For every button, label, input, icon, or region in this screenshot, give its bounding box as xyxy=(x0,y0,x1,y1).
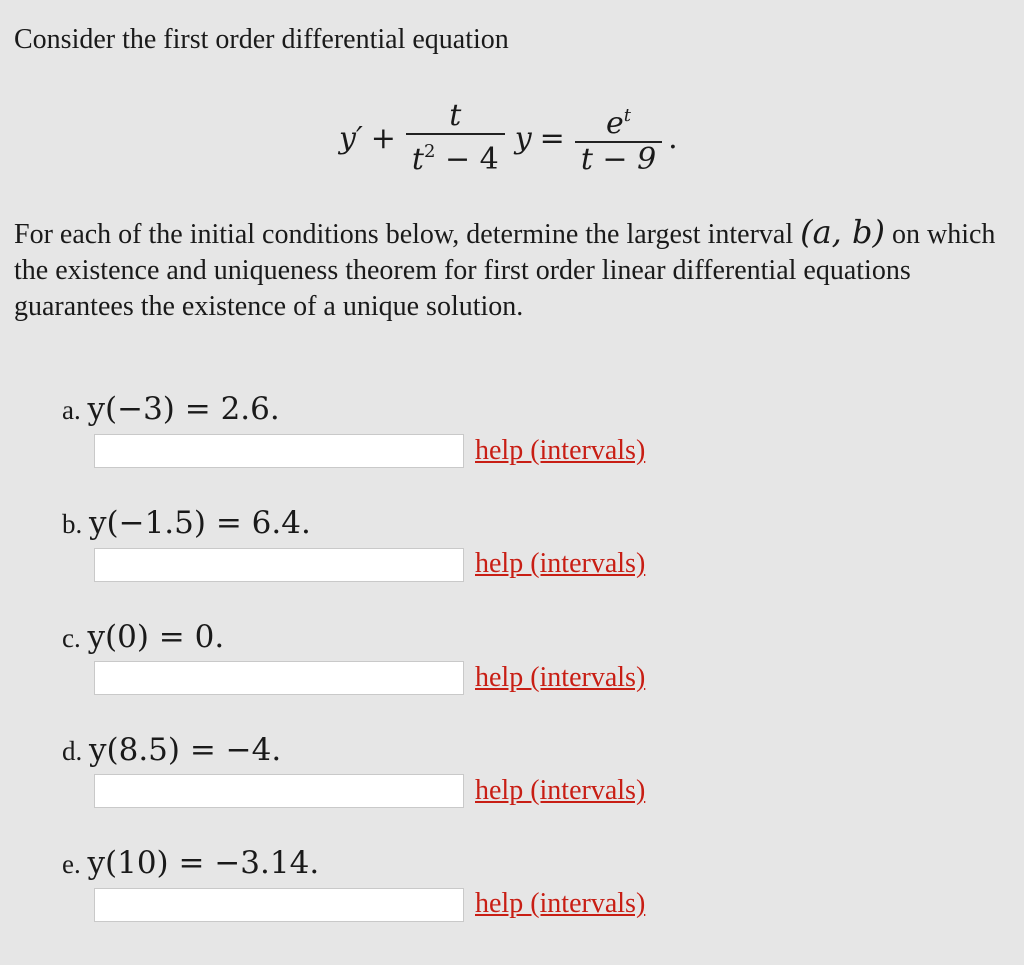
item-d-label xyxy=(62,733,281,768)
y-prime: y′ xyxy=(339,120,363,156)
instructions-text-after: on which the existence and uniqueness theorem for first order linear differential equations guarantees the existence of a unique solution. xyxy=(14,219,996,322)
item-letter: c. xyxy=(62,623,81,653)
help-intervals-link-a[interactable]: help (intervals) xyxy=(475,435,646,466)
initial-condition: y(−1.5) = 6.4. xyxy=(89,505,311,541)
help-intervals-link-e[interactable]: help (intervals) xyxy=(475,888,646,919)
equation-period: . xyxy=(668,120,678,156)
answer-input-c[interactable] xyxy=(94,661,464,695)
intro-text: Consider the first order differential equation xyxy=(14,24,509,55)
help-intervals-link-b[interactable]: help (intervals) xyxy=(475,548,646,579)
item-b-label xyxy=(62,506,311,541)
help-intervals-link-d[interactable]: help (intervals) xyxy=(475,775,646,806)
answer-input-b[interactable] xyxy=(94,548,464,582)
instructions-paragraph xyxy=(14,214,1004,325)
item-a-label xyxy=(62,392,280,427)
equals-sign: = xyxy=(539,120,565,156)
item-letter: d. xyxy=(62,736,83,766)
forcing-fraction xyxy=(575,99,662,177)
item-letter: b. xyxy=(62,509,83,539)
answer-input-e[interactable] xyxy=(94,888,464,922)
numerator-e: e xyxy=(605,106,624,141)
answer-input-d[interactable] xyxy=(94,774,464,808)
numerator-exponent: t xyxy=(623,105,631,126)
denominator-t: t xyxy=(411,142,424,177)
initial-condition: y(10) = −3.14. xyxy=(87,845,320,881)
forcing-numerator xyxy=(600,99,637,141)
initial-condition: y(0) = 0. xyxy=(87,619,225,655)
y-variable: y xyxy=(514,120,532,156)
coefficient-denominator xyxy=(406,135,505,177)
interval-notation: (a, b) xyxy=(800,213,885,251)
item-c-label xyxy=(62,620,224,655)
coefficient-numerator: t xyxy=(449,98,462,133)
item-letter: e. xyxy=(62,849,81,879)
initial-condition: y(−3) = 2.6. xyxy=(87,391,280,427)
item-letter: a. xyxy=(62,395,81,425)
denominator-exponent: 2 xyxy=(423,141,436,162)
plus-sign: + xyxy=(370,120,396,156)
initial-condition: y(8.5) = −4. xyxy=(89,732,282,768)
help-intervals-link-c[interactable]: help (intervals) xyxy=(475,662,646,693)
denominator-rest: − 4 xyxy=(435,142,499,177)
instructions-text-before: For each of the initial conditions below, determine the largest interval xyxy=(14,219,801,250)
coefficient-fraction xyxy=(406,99,505,177)
differential-equation xyxy=(335,90,678,186)
item-e-label xyxy=(62,846,319,881)
answer-input-a[interactable] xyxy=(94,434,464,468)
forcing-denominator: t − 9 xyxy=(580,142,657,177)
